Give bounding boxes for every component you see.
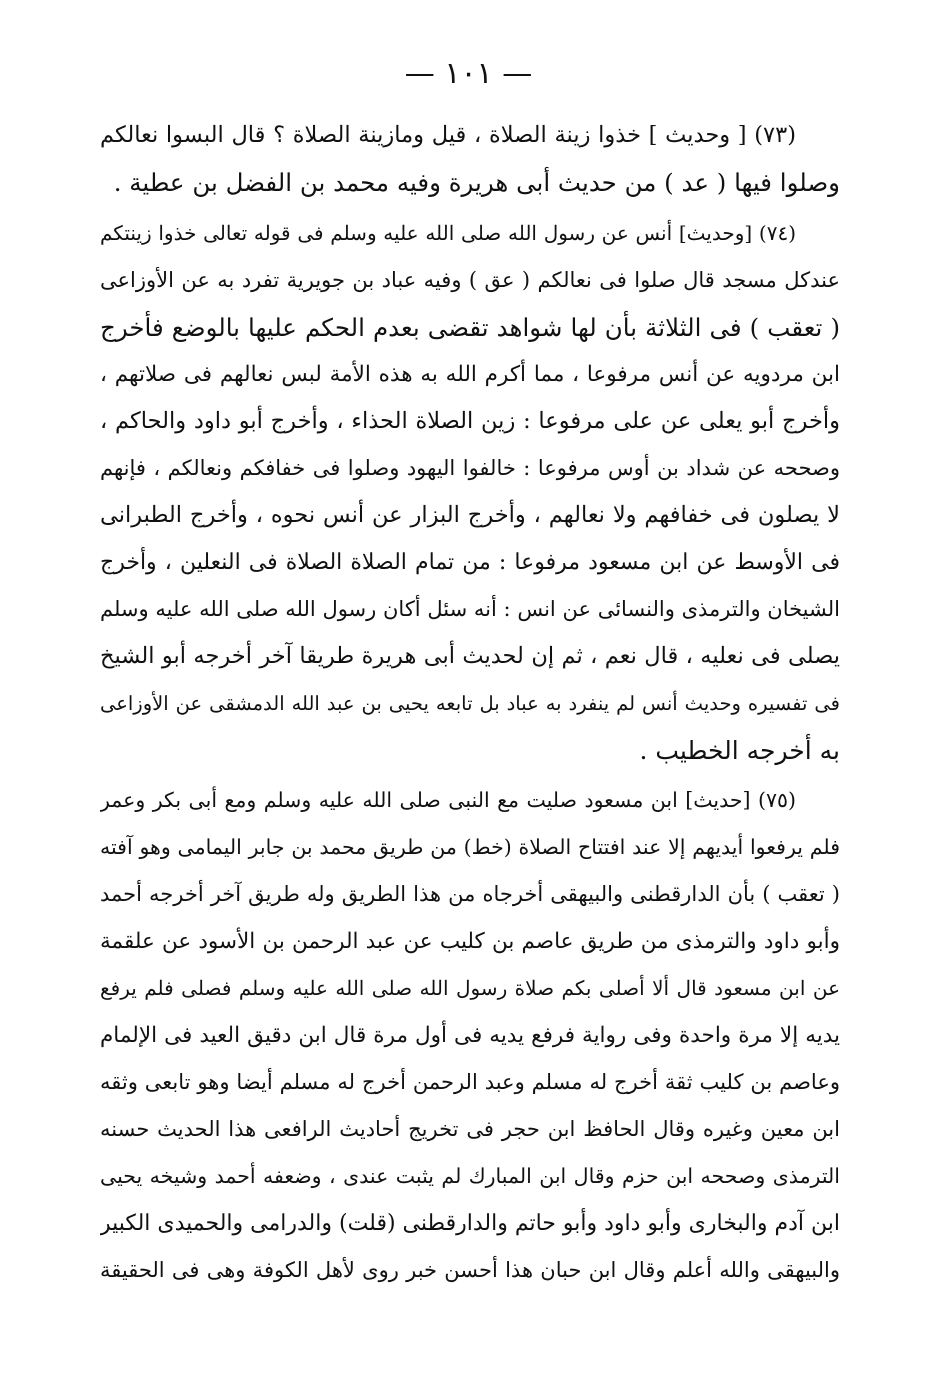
- text-line: ابن مردويه عن أنس مرفوعا ، مما أكرم الله به هذه الأمة لبس نعالهم فى صلاتهم ،: [100, 362, 840, 387]
- text-line: وصححه عن شداد بن أوس مرفوعا : خالفوا اليهود وصلوا فى خفافكم ونعالكم ، فإنهم: [100, 456, 840, 480]
- text-line: الترمذى وصححه ابن حزم وقال ابن المبارك لم يثبت عندى ، وضعفه أحمد وشيخه يحيى: [100, 1164, 840, 1188]
- text-line: ( تعقب ) بأن الدارقطنى والبيهقى أخرجاه من هذا الطريق وله طريق آخر أخرجه أحمد: [100, 882, 840, 906]
- text-line: لا يصلون فى خفافهم ولا نعالهم ، وأخرج البزار عن أنس نحوه ، وأخرج الطبرانى: [100, 502, 840, 528]
- text-line: فلم يرفعوا أيديهم إلا عند افتتاح الصلاة (خط) من طريق محمد بن جابر اليمامى وهو آفته: [100, 835, 840, 859]
- text-line: يصلى فى نعليه ، قال نعم ، ثم إن لحديث أبى هريرة طريقا آخر أخرجه أبو الشيخ: [100, 643, 840, 669]
- page-number: — ١٠١ —: [404, 56, 533, 91]
- text-line: به أخرجه الخطيب .: [639, 736, 840, 765]
- text-line: الشيخان والترمذى والنسائى عن انس : أنه سئل أكان رسول الله صلى الله عليه وسلم: [100, 597, 840, 621]
- text-line: وعاصم بن كليب ثقة أخرج له مسلم وعبد الرحمن أخرج له مسلم أيضا وهو تابعى وثقه: [100, 1070, 840, 1094]
- paragraph-75: [100, 777, 840, 1294]
- text-line: عندكل مسجد قال صلوا فى نعالكم ( عق ) وفيه عباد بن جويرية تفرد به عن الأوزاعى: [100, 268, 840, 292]
- text-line: وصلوا فيها ( عد ) من حديث أبى هريرة وفيه محمد بن الفضل بن عطية .: [113, 168, 840, 197]
- text-line: ابن آدم والبخارى وأبو داود وأبو حاتم والدارقطنى (قلت) والدرامى والحميدى الكبير: [100, 1211, 840, 1236]
- text-line: (٧٣) [ وحديث ] خذوا زينة الصلاة ، قيل ومازينة الصلاة ؟ قال البسوا نعالكم: [100, 122, 796, 148]
- text-line: يديه إلا مرة واحدة وفى رواية فرفع يديه فى أول مرة قال ابن دقيق العيد فى الإلمام: [100, 1023, 840, 1048]
- paragraph-73: [100, 112, 840, 206]
- text-line: وأبو داود والترمذى من طريق عاصم بن كليب عن عبد الرحمن بن الأسود عن علقمة: [100, 929, 840, 954]
- text-line: ابن معين وغيره وقال الحافظ ابن حجر فى تخريج أحاديث الرافعى هذا الحديث حسنه: [100, 1117, 840, 1141]
- text-line: (٧٤) [وحديث] أنس عن رسول الله صلى الله عليه وسلم فى قوله تعالى خذوا زينتكم: [100, 221, 796, 245]
- text-line: ( تعقب ) فى الثلاثة بأن لها شواهد تقضى بعدم الحكم عليها بالوضع فأخرج: [100, 313, 840, 342]
- text-line: والبيهقى والله أعلم وقال ابن حبان هذا أحسن خبر روى لأهل الكوفة وهى فى الحقيقة: [100, 1258, 840, 1282]
- text-line: فى الأوسط عن ابن مسعود مرفوعا : من تمام الصلاة الصلاة فى النعلين ، وأخرج: [100, 550, 840, 575]
- paragraph-74: [100, 210, 840, 774]
- text-line: فى تفسيره وحديث أنس لم ينفرد به عباد بل تابعه يحيى بن عبد الله الدمشقى عن الأوزاعى: [100, 692, 840, 715]
- text-line: وأخرج أبو يعلى عن على مرفوعا : زين الصلاة الحذاء ، وأخرج أبو داود والحاكم ،: [100, 408, 840, 434]
- text-line: (٧٥) [حديث] ابن مسعود صليت مع النبى صلى الله عليه وسلم ومع أبى بكر وعمر: [100, 788, 796, 812]
- text-line: عن ابن مسعود قال ألا أصلى بكم صلاة رسول الله صلى الله عليه وسلم فصلى فلم يرفع: [100, 976, 840, 1000]
